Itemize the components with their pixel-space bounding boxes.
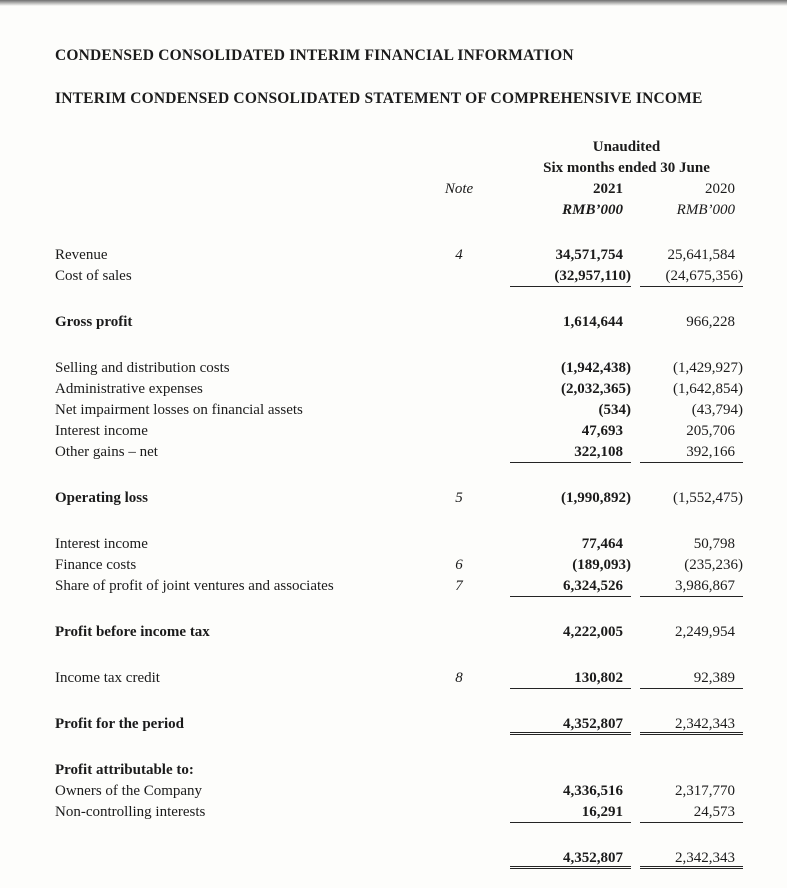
header-spacer — [431, 200, 487, 221]
note-reference — [431, 400, 487, 421]
note-reference: 7 — [455, 578, 463, 594]
note-reference: 6 — [455, 557, 463, 573]
row-label: Income tax credit — [55, 670, 160, 686]
row-label — [55, 848, 431, 869]
row-label: Cost of sales — [55, 268, 132, 284]
value-2021 — [510, 848, 631, 869]
note-column-header: Note — [444, 181, 474, 197]
table-row — [55, 312, 743, 333]
note-reference — [431, 421, 487, 442]
row-label: Owners of the Company — [55, 783, 203, 799]
table-row — [55, 379, 743, 400]
cell-value: (235,236) — [684, 557, 743, 573]
table-header-audit-row — [55, 137, 743, 158]
cell-value: 34,571,754 — [555, 247, 623, 263]
table-row — [55, 760, 743, 781]
value-2021 — [510, 622, 631, 643]
cell-value: 25,641,584 — [667, 247, 735, 263]
table-row — [55, 714, 743, 735]
currency-unit-2021: RMB’000 — [562, 202, 623, 218]
cell-value: 2,342,343 — [675, 850, 735, 866]
cell-value: 4,352,807 — [563, 850, 623, 866]
value-2021 — [510, 312, 631, 333]
table-row — [55, 622, 743, 643]
value-2020 — [640, 848, 743, 869]
value-2021 — [510, 421, 631, 442]
note-reference — [431, 442, 487, 463]
cell-value: 3,986,867 — [675, 578, 735, 594]
value-2021 — [510, 442, 631, 463]
value-2021 — [510, 488, 631, 509]
currency-unit-2020: RMB’000 — [676, 202, 735, 218]
note-reference — [431, 266, 487, 287]
row-label: Finance costs — [55, 557, 137, 573]
note-reference — [431, 760, 487, 781]
cell-value: 205,706 — [686, 423, 735, 439]
cell-value: 1,614,644 — [563, 314, 623, 330]
cell-value: (1,942,438) — [561, 360, 631, 376]
table-row — [55, 848, 743, 869]
cell-value: (189,093) — [572, 557, 631, 573]
note-reference — [431, 622, 487, 643]
value-2020 — [640, 245, 743, 266]
row-label: Profit for the period — [55, 716, 185, 732]
statement-title: INTERIM CONDENSED CONSOLIDATED STATEMENT OF COMPREHENSIVE INCOME — [55, 90, 703, 107]
table-row — [55, 400, 743, 421]
row-label: Operating loss — [55, 490, 148, 506]
cell-value: 4,222,005 — [563, 624, 623, 640]
note-reference — [431, 379, 487, 400]
note-reference — [431, 781, 487, 802]
note-reference: 5 — [455, 490, 463, 506]
value-2021 — [510, 576, 631, 597]
cell-value: 24,573 — [693, 804, 735, 820]
value-2021 — [510, 781, 631, 802]
row-label: Administrative expenses — [55, 381, 203, 397]
note-reference — [431, 714, 487, 735]
value-2021 — [510, 555, 631, 576]
note-reference — [431, 312, 487, 333]
value-2020 — [640, 668, 743, 689]
value-2020 — [640, 400, 743, 421]
value-2020 — [640, 714, 743, 735]
cell-value: 6,324,526 — [563, 578, 623, 594]
cell-value: (1,429,927) — [673, 360, 743, 376]
value-2020 — [640, 379, 743, 400]
cell-value: 50,798 — [693, 536, 735, 552]
year-2020-column-header: 2020 — [705, 181, 735, 197]
cell-value: (43,794) — [691, 402, 743, 418]
row-label: Gross profit — [55, 314, 133, 330]
cell-value: (1,552,475) — [673, 490, 743, 506]
value-2021 — [510, 802, 631, 823]
value-2020 — [640, 781, 743, 802]
header-spacer — [55, 200, 431, 221]
row-label: Interest income — [55, 536, 148, 552]
value-2020 — [640, 534, 743, 555]
value-2020 — [640, 312, 743, 333]
note-reference — [431, 534, 487, 555]
note-reference: 8 — [455, 670, 463, 686]
table-row — [55, 488, 743, 509]
cell-value: (1,642,854) — [673, 381, 743, 397]
cell-value: 2,342,343 — [675, 716, 735, 732]
table-row — [55, 442, 743, 463]
value-2021 — [510, 266, 631, 287]
value-2020 — [640, 760, 743, 781]
income-statement-table — [55, 137, 743, 869]
period-label: Six months ended 30 June — [543, 160, 710, 176]
cell-value: 2,317,770 — [675, 783, 735, 799]
value-2021 — [510, 400, 631, 421]
value-2020 — [640, 622, 743, 643]
value-2020 — [640, 358, 743, 379]
row-label: Share of profit of joint ventures and associates — [55, 578, 334, 594]
table-header-years-row — [55, 179, 743, 200]
year-2021-column-header: 2021 — [593, 181, 623, 197]
cell-value: 4,352,807 — [563, 716, 623, 732]
note-reference — [431, 802, 487, 823]
row-label: Interest income — [55, 423, 148, 439]
row-label: Revenue — [55, 247, 108, 263]
cell-value: 16,291 — [581, 804, 623, 820]
cell-value: 2,249,954 — [675, 624, 735, 640]
table-row — [55, 421, 743, 442]
value-2020 — [640, 266, 743, 287]
value-2021 — [510, 668, 631, 689]
table-row — [55, 668, 743, 689]
row-label: Net impairment losses on financial assets — [55, 402, 303, 418]
value-2021 — [510, 714, 631, 735]
value-2021 — [510, 358, 631, 379]
cell-value: 130,802 — [574, 670, 623, 686]
value-2020 — [640, 555, 743, 576]
row-label: Non-controlling interests — [55, 804, 206, 820]
table-row — [55, 358, 743, 379]
cell-value: (32,957,110) — [554, 268, 631, 284]
cell-value: 47,693 — [581, 423, 623, 439]
header-spacer — [55, 179, 431, 200]
value-2020 — [640, 802, 743, 823]
cell-value: (2,032,365) — [561, 381, 631, 397]
table-header-units-row — [55, 200, 743, 221]
table-row — [55, 245, 743, 266]
row-label: Other gains – net — [55, 444, 158, 460]
cell-value: 392,166 — [686, 444, 735, 460]
cell-value: 322,108 — [574, 444, 623, 460]
table-header-period-row — [55, 158, 743, 179]
page-content — [0, 6, 787, 869]
cell-value: 92,389 — [693, 670, 735, 686]
value-2020 — [640, 442, 743, 463]
value-2020 — [640, 576, 743, 597]
table-body — [55, 245, 743, 869]
value-2021 — [510, 760, 631, 781]
audit-status-label: Unaudited — [592, 139, 661, 155]
cell-value: 966,228 — [686, 314, 735, 330]
value-2021 — [510, 245, 631, 266]
table-row — [55, 781, 743, 802]
row-label: Profit attributable to: — [55, 762, 194, 778]
table-row — [55, 266, 743, 287]
note-reference: 4 — [455, 247, 463, 263]
note-reference — [431, 848, 487, 869]
value-2020 — [640, 488, 743, 509]
cell-value: 4,336,516 — [563, 783, 623, 799]
document-title: CONDENSED CONSOLIDATED INTERIM FINANCIAL INFORMATION — [55, 47, 574, 64]
table-row — [55, 534, 743, 555]
header-spacer — [55, 158, 510, 179]
cell-value: (24,675,356) — [665, 268, 743, 284]
table-row — [55, 576, 743, 597]
value-2021 — [510, 379, 631, 400]
cell-value: 77,464 — [581, 536, 623, 552]
table-row — [55, 802, 743, 823]
row-label: Profit before income tax — [55, 624, 210, 640]
note-reference — [431, 358, 487, 379]
header-spacer — [55, 137, 510, 158]
cell-value: (534) — [598, 402, 631, 418]
table-row — [55, 555, 743, 576]
value-2020 — [640, 421, 743, 442]
row-label: Selling and distribution costs — [55, 360, 230, 376]
value-2021 — [510, 534, 631, 555]
cell-value: (1,990,892) — [561, 490, 631, 506]
